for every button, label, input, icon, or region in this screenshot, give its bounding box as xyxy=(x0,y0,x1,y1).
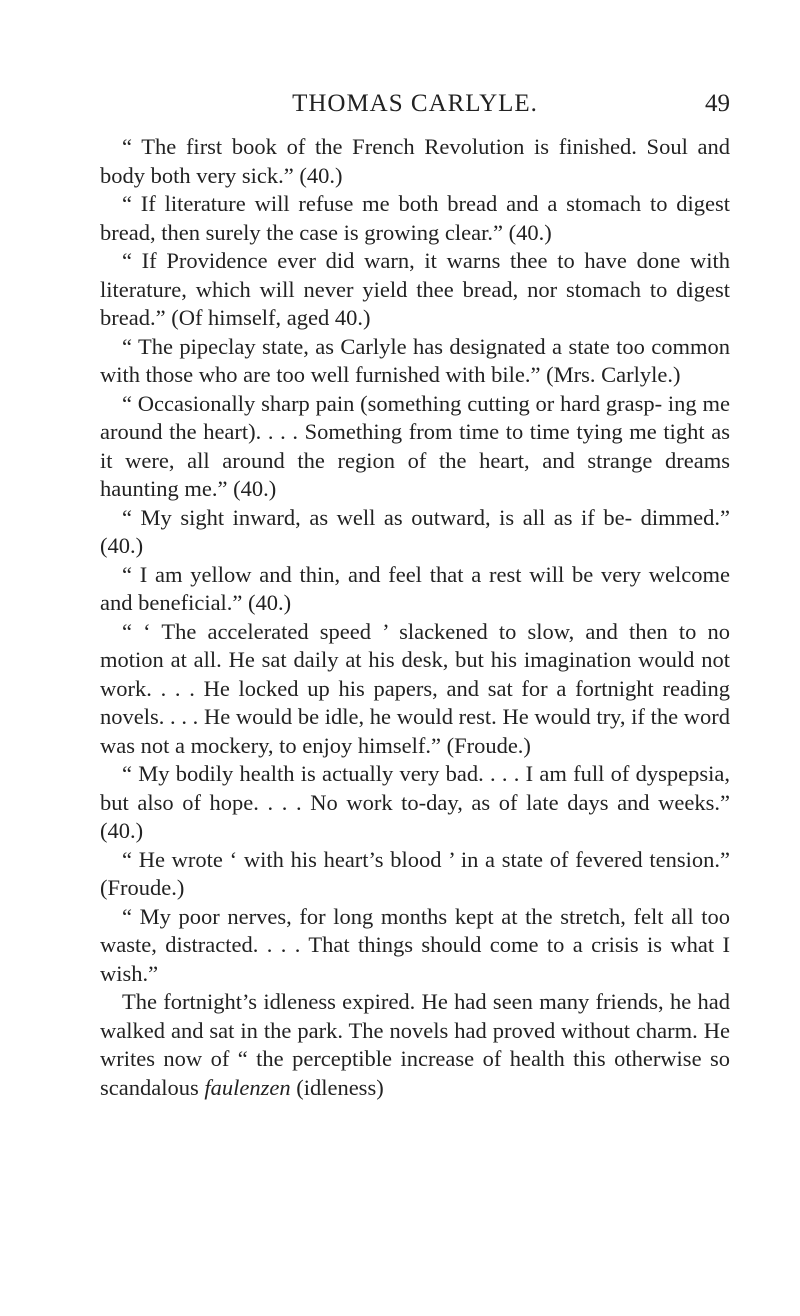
body-text xyxy=(100,133,730,1102)
paragraph-3: “ If Providence ever did warn, it warns thee to have done with literature, which will never yield thee bread, nor stomach to digest bread.” (Of himself, aged 40.) xyxy=(100,248,730,330)
paragraph-5: “ Occasionally sharp pain (something cutting or hard grasp- ing me around the heart). . . . Something from time to time tying me tight as it were, all around the region of the heart, and strange dreams haunting me.” (40.) xyxy=(100,390,730,501)
paragraph-1: “ The first book of the French Revolution is finished. Soul and body both very sick.” (40.) xyxy=(100,134,730,188)
paragraph-12 xyxy=(100,988,730,1102)
paragraph-12-italic-word: faulenzen xyxy=(204,1074,291,1100)
running-head xyxy=(100,90,730,124)
paragraph-4: “ The pipeclay state, as Carlyle has designated a state too common with those who are too well furnished with bile.” (Mrs. Carlyle.) xyxy=(100,333,730,387)
paragraph-2: “ If literature will refuse me both bread and a stomach to digest bread, then surely the case is growing clear.” (40.) xyxy=(100,191,730,245)
paragraph-12-tail: (idleness) xyxy=(290,1074,384,1100)
paragraph-6: “ My sight inward, as well as outward, is all as if be- dimmed.” (40.) xyxy=(100,504,730,558)
paragraph-7: “ I am yellow and thin, and feel that a rest will be very welcome and beneficial.” (40.) xyxy=(100,561,730,615)
paragraph-9: “ My bodily health is actually very bad. . . . I am full of dyspepsia, but also of hope. . . . No work to-day, as of late days and weeks.” (40.) xyxy=(100,761,730,843)
paragraph-12-text: The fortnight’s idleness expired. He had seen many friends, he had walked and sat in the park. The novels had proved without charm. He writes now of “ the perceptible increase of health this otherwise so scandalous xyxy=(100,989,730,1100)
paragraph-8: “ ‘ The accelerated speed ’ slackened to slow, and then to no motion at all. He sat daily at his desk, but his imagination would not work. . . . He locked up his papers, and sat for a fortnight reading novels. . . . He would be idle, he would rest. He would try, if the word was not a mockery, to enjoy himself.” (Froude.) xyxy=(100,618,730,758)
running-title: THOMAS CARLYLE. xyxy=(292,90,538,117)
page-number: 49 xyxy=(705,90,730,117)
paragraph-11: “ My poor nerves, for long months kept at the stretch, felt all too waste, distracted. . . . That things should come to a crisis is what I wish.” xyxy=(100,903,730,986)
paragraph-10: “ He wrote ‘ with his heart’s blood ’ in a state of fevered tension.” (Froude.) xyxy=(100,846,730,900)
